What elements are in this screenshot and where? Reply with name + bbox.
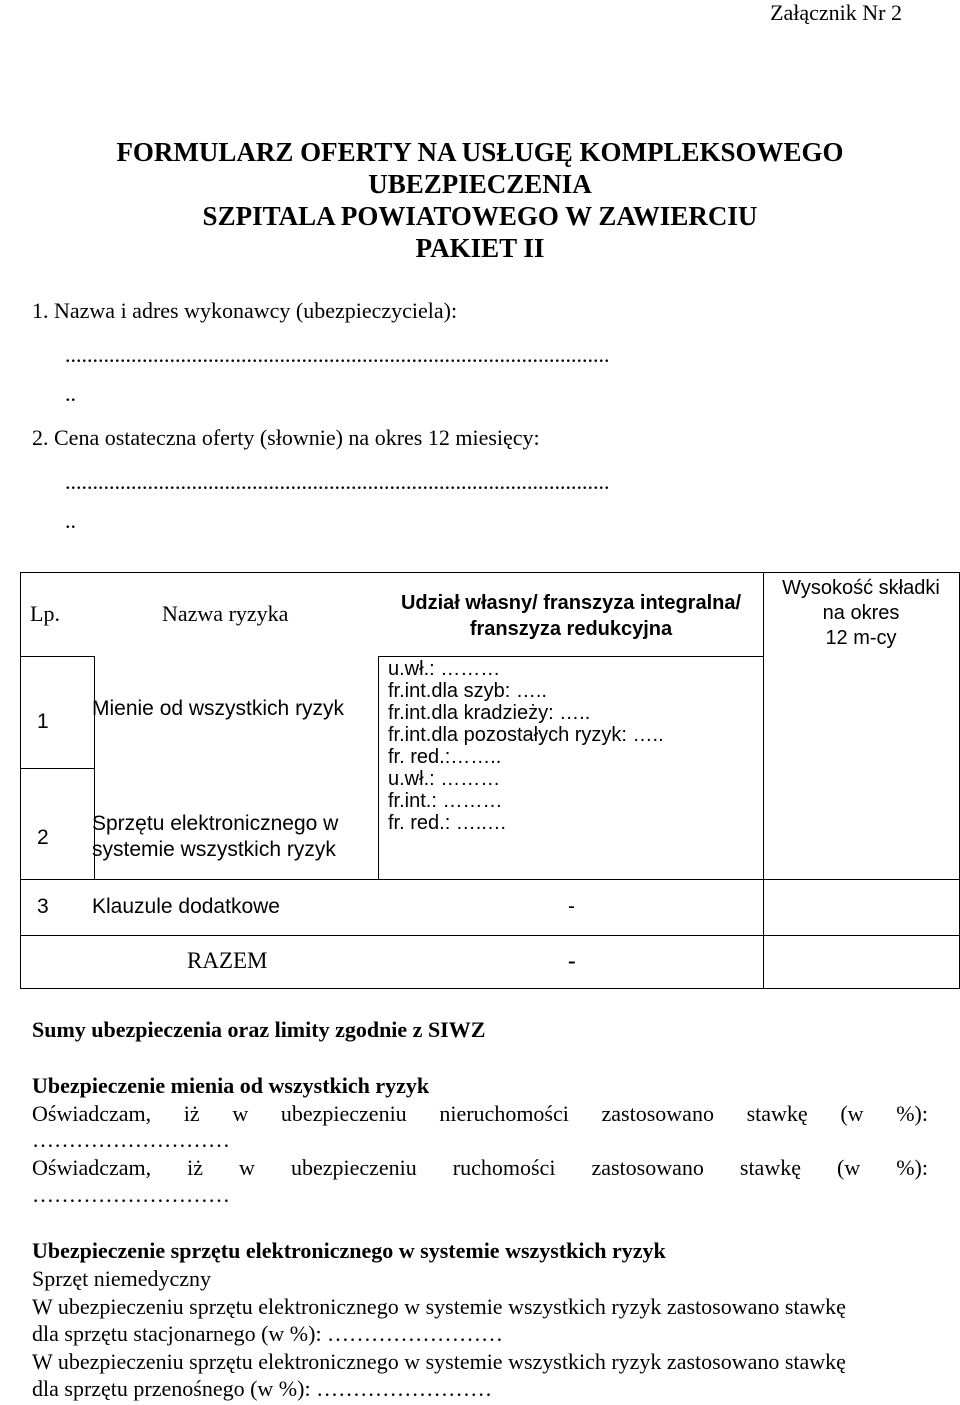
statement-real-estate: Oświadczam, iż w ubezpieczeniu nieruchomości zastosowano stawkę (w %): xyxy=(32,1101,928,1126)
attachment-label: Załącznik Nr 2 xyxy=(770,0,902,25)
title-line-4: PAKIET II xyxy=(415,233,545,263)
header-premium xyxy=(763,576,959,651)
stationary-line-1: W ubezpieczeniu sprzętu elektronicznego w systemie wszystkich ryzyk zastosowano stawkę xyxy=(32,1294,846,1319)
row-1-lp: 1 xyxy=(37,710,49,733)
field-contractor-dots-cont: .. xyxy=(65,381,76,406)
header-lp: Lp. xyxy=(30,601,60,626)
field-price-label: 2. Cena ostateczna oferty (słownie) na okres 12 miesięcy: xyxy=(32,425,540,450)
portable-line-1: W ubezpieczeniu sprzętu elektronicznego w systemie wszystkich ryzyk zastosowano stawkę xyxy=(32,1349,846,1374)
field-price-dots-cont: .. xyxy=(65,508,76,533)
total-label: RAZEM xyxy=(187,948,268,973)
header-franchise: Udział własny/ franszyza integralna/ franszyza redukcyjna xyxy=(400,592,742,640)
total-franchise: - xyxy=(568,948,576,973)
header-risk-name: Nazwa ryzyka xyxy=(162,601,289,626)
title-line-1: FORMULARZ OFERTY NA USŁUGĘ KOMPLEKSOWEGO xyxy=(116,137,844,167)
limits-heading: Sumy ubezpieczenia oraz limity zgodnie z SIWZ xyxy=(32,1017,486,1042)
row-1-other-franchise[interactable]: fr.int.dla pozostałych ryzyk: ….. xyxy=(388,724,664,746)
statement-movables-blank[interactable]: ……………………… xyxy=(32,1182,230,1207)
row-2-reduction-franchise[interactable]: fr. red.: …..… xyxy=(388,812,507,834)
portable-line-2[interactable]: dla sprzętu przenośnego (w %): …………………… xyxy=(32,1376,493,1401)
statement-movables: Oświadczam, iż w ubezpieczeniu ruchomości zastosowano stawkę (w %): xyxy=(32,1155,928,1180)
row-3-name: Klauzule dodatkowe xyxy=(92,895,280,918)
stationary-line-2[interactable]: dla sprzętu stacjonarnego (w %): …………………… xyxy=(32,1321,504,1346)
title-line-3: SZPITALA POWIATOWEGO W ZAWIERCIU xyxy=(202,201,758,231)
row-1-theft-franchise[interactable]: fr.int.dla kradzieży: ….. xyxy=(388,702,591,724)
row-2-lp: 2 xyxy=(37,826,49,849)
row-2-risk-name-line-1: Sprzętu elektronicznego w xyxy=(92,812,339,835)
row-2-own-share[interactable]: u.wł.: ……… xyxy=(388,768,501,790)
table-divider xyxy=(378,656,763,657)
field-price-dots[interactable]: ................................................................................................... xyxy=(65,469,610,494)
table-border-left xyxy=(20,572,21,989)
franchise-column-values xyxy=(388,658,664,834)
row-2-risk-name xyxy=(92,811,338,863)
row-3-lp: 3 xyxy=(37,895,49,918)
table-border-bottom xyxy=(20,988,960,989)
table-divider xyxy=(378,656,379,879)
header-premium-line-2: na okres xyxy=(822,602,900,624)
row-3-franchise: - xyxy=(568,895,575,918)
field-contractor-dots[interactable]: ................................................................................................... xyxy=(65,342,610,367)
table-divider xyxy=(20,879,960,880)
header-premium-line-3: 12 m-cy xyxy=(825,627,897,649)
row-2-integral-franchise[interactable]: fr.int.: ……… xyxy=(388,790,503,812)
nonmedical-label: Sprzęt niemedyczny xyxy=(32,1266,211,1291)
row-1-glass-franchise[interactable]: fr.int.dla szyb: ….. xyxy=(388,680,547,702)
electronic-heading: Ubezpieczenie sprzętu elektronicznego w systemie wszystkich ryzyk xyxy=(32,1238,666,1263)
row-1-own-share[interactable]: u.wł.: ……… xyxy=(388,658,501,680)
table-divider xyxy=(20,656,94,657)
table-divider xyxy=(20,768,94,769)
field-contractor-label: 1. Nazwa i adres wykonawcy (ubezpieczyciela): xyxy=(32,298,458,323)
row-2-risk-name-line-2: systemie wszystkich ryzyk xyxy=(92,838,336,861)
table-border-top xyxy=(20,572,960,573)
statement-real-estate-blank[interactable]: ……………………… xyxy=(32,1127,230,1152)
row-1-reduction-franchise[interactable]: fr. red.:…….. xyxy=(388,746,502,768)
header-premium-line-1: Wysokość składki xyxy=(782,577,940,599)
property-heading: Ubezpieczenie mienia od wszystkich ryzyk xyxy=(32,1073,430,1098)
title-line-2: UBEZPIECZENIA xyxy=(368,169,592,199)
row-1-risk-name: Mienie od wszystkich ryzyk xyxy=(92,697,345,720)
table-divider xyxy=(20,935,960,936)
